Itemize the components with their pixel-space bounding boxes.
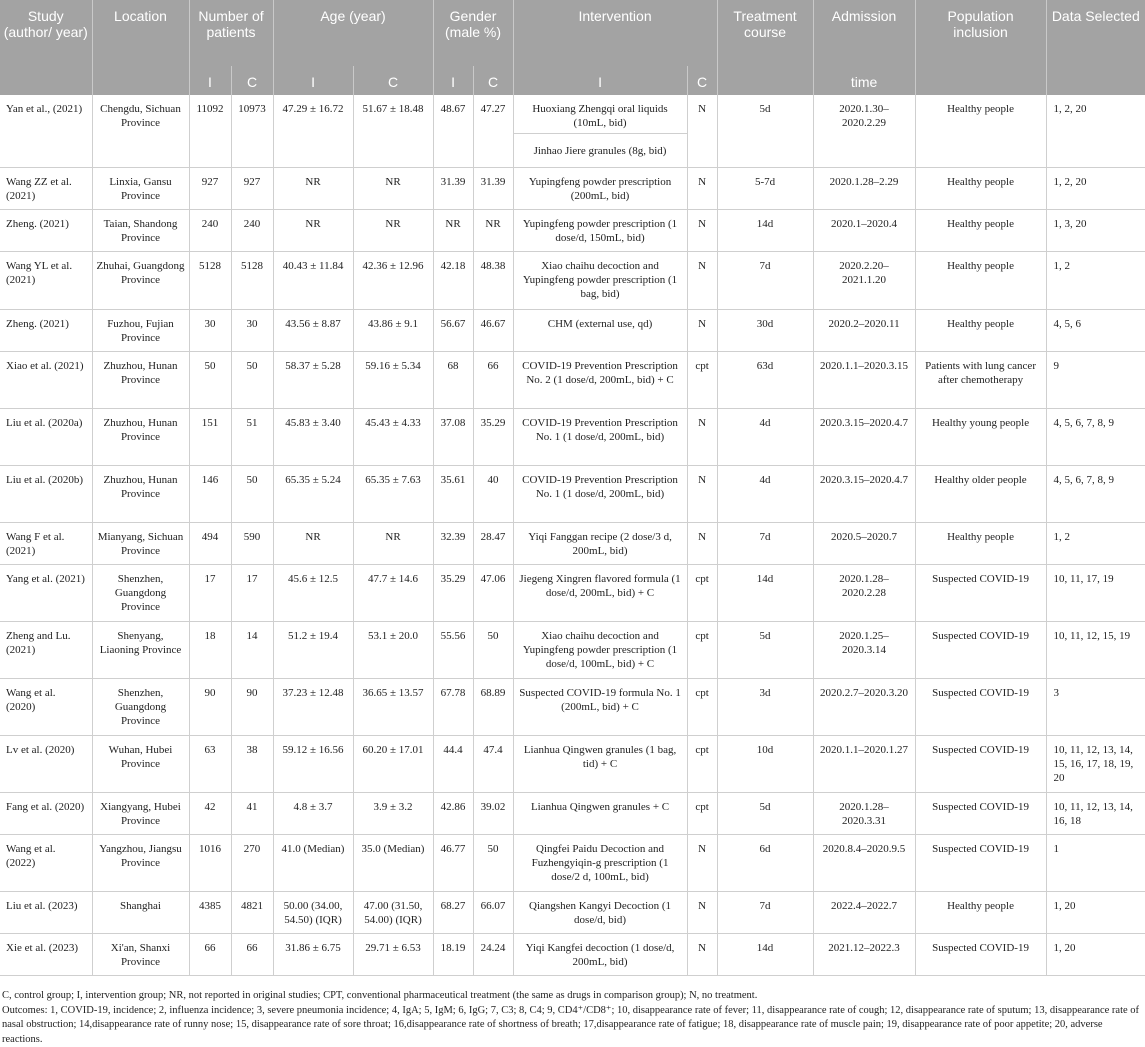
table-row xyxy=(0,465,1145,522)
patients-c-cell: 927 xyxy=(231,167,273,209)
intervention-i-cell: Yupingfeng powder prescription (1 dose/d, 150mL, bid) xyxy=(513,209,687,251)
intervention-c-cell: N xyxy=(687,891,717,933)
intervention-c-cell: cpt xyxy=(687,351,717,408)
location-cell: Shenzhen, Guangdong Province xyxy=(92,678,189,735)
location-cell: Shenyang, Liaoning Province xyxy=(92,621,189,678)
age-c-cell: 29.71 ± 6.53 xyxy=(353,933,433,975)
intervention-c-cell: N xyxy=(687,251,717,309)
gender-i-cell: 55.56 xyxy=(433,621,473,678)
age-c-cell: 47.7 ± 14.6 xyxy=(353,564,433,621)
location-cell: Zhuzhou, Hunan Province xyxy=(92,408,189,465)
header-sub-i: I xyxy=(189,66,231,95)
population-cell: Suspected COVID-19 xyxy=(915,933,1046,975)
header-intervention: Intervention xyxy=(513,0,717,66)
population-cell: Suspected COVID-19 xyxy=(915,678,1046,735)
patients-i-cell: 30 xyxy=(189,309,231,351)
table-footnotes xyxy=(2,989,1142,1047)
treatment-course-cell: 4d xyxy=(717,465,813,522)
age-i-cell: 45.6 ± 12.5 xyxy=(273,564,353,621)
age-c-cell: 47.00 (31.50, 54.00) (IQR) xyxy=(353,891,433,933)
age-i-cell: 43.56 ± 8.87 xyxy=(273,309,353,351)
patients-i-cell: 5128 xyxy=(189,251,231,309)
header-age: Age (year) xyxy=(273,0,433,66)
age-c-cell: 42.36 ± 12.96 xyxy=(353,251,433,309)
patients-c-cell: 240 xyxy=(231,209,273,251)
header-location: Location xyxy=(92,0,189,66)
admission-time-cell: 2020.2.20–2021.1.20 xyxy=(813,251,915,309)
gender-i-cell: NR xyxy=(433,209,473,251)
location-cell: Taian, Shandong Province xyxy=(92,209,189,251)
patients-c-cell: 90 xyxy=(231,678,273,735)
intervention-c-cell: N xyxy=(687,522,717,564)
study-cell: Lv et al. (2020) xyxy=(0,735,92,792)
treatment-course-cell: 5d xyxy=(717,792,813,834)
location-cell: Shenzhen, Guangdong Province xyxy=(92,564,189,621)
table-row xyxy=(0,678,1145,735)
data-selected-cell: 1, 3, 20 xyxy=(1046,209,1145,251)
patients-c-cell: 10973 xyxy=(231,95,273,167)
admission-time-cell: 2020.1.25–2020.3.14 xyxy=(813,621,915,678)
patients-c-cell: 4821 xyxy=(231,891,273,933)
intervention-i-cell: Suspected COVID-19 formula No. 1 (200mL, bid) + C xyxy=(513,678,687,735)
admission-time-cell: 2020.1–2020.4 xyxy=(813,209,915,251)
treatment-course-cell: 3d xyxy=(717,678,813,735)
age-i-cell: 50.00 (34.00, 54.50) (IQR) xyxy=(273,891,353,933)
header-sub-c: C xyxy=(473,66,513,95)
age-c-cell: 59.16 ± 5.34 xyxy=(353,351,433,408)
admission-time-cell: 2020.1.28–2020.3.31 xyxy=(813,792,915,834)
header-gender: Gender (male %) xyxy=(433,0,513,66)
footnote-abbreviations: C, control group; I, intervention group; NR, not reported in original studies; CPT, conventional pharmaceutical treatment (the same as drugs in comparison group); N, no treatment. xyxy=(2,989,1142,1004)
data-selected-cell: 10, 11, 12, 13, 14, 16, 18 xyxy=(1046,792,1145,834)
intervention-c-cell: cpt xyxy=(687,735,717,792)
table-row xyxy=(0,209,1145,251)
population-cell: Suspected COVID-19 xyxy=(915,621,1046,678)
header-sub-c: C xyxy=(687,66,717,95)
gender-c-cell: 48.38 xyxy=(473,251,513,309)
gender-i-cell: 44.4 xyxy=(433,735,473,792)
table-body xyxy=(0,95,1145,975)
patients-c-cell: 14 xyxy=(231,621,273,678)
gender-i-cell: 35.61 xyxy=(433,465,473,522)
population-cell: Patients with lung cancer after chemotherapy xyxy=(915,351,1046,408)
location-cell: Zhuzhou, Hunan Province xyxy=(92,351,189,408)
location-cell: Linxia, Gansu Province xyxy=(92,167,189,209)
data-selected-cell: 10, 11, 12, 13, 14, 15, 16, 17, 18, 19, 20 xyxy=(1046,735,1145,792)
header-course: Treatment course xyxy=(717,0,813,66)
table-row xyxy=(0,251,1145,309)
population-cell: Suspected COVID-19 xyxy=(915,834,1046,891)
data-selected-cell: 1, 2, 20 xyxy=(1046,95,1145,167)
intervention-i-item: Jinhao Jiere granules (8g, bid) xyxy=(514,134,687,162)
patients-c-cell: 50 xyxy=(231,351,273,408)
intervention-c-cell: N xyxy=(687,465,717,522)
location-cell: Chengdu, Sichuan Province xyxy=(92,95,189,167)
gender-i-cell: 68.27 xyxy=(433,891,473,933)
patients-i-cell: 42 xyxy=(189,792,231,834)
gender-c-cell: 31.39 xyxy=(473,167,513,209)
study-cell: Zheng and Lu. (2021) xyxy=(0,621,92,678)
patients-i-cell: 11092 xyxy=(189,95,231,167)
intervention-c-cell: cpt xyxy=(687,564,717,621)
patients-c-cell: 50 xyxy=(231,465,273,522)
patients-i-cell: 494 xyxy=(189,522,231,564)
location-cell: Xiangyang, Hubei Province xyxy=(92,792,189,834)
header-sub-c: C xyxy=(231,66,273,95)
header-empty xyxy=(92,66,189,95)
age-i-cell: 65.35 ± 5.24 xyxy=(273,465,353,522)
header-empty xyxy=(915,66,1046,95)
data-selected-cell: 4, 5, 6, 7, 8, 9 xyxy=(1046,465,1145,522)
location-cell: Shanghai xyxy=(92,891,189,933)
study-cell: Wang YL et al. (2021) xyxy=(0,251,92,309)
age-i-cell: 51.2 ± 19.4 xyxy=(273,621,353,678)
table-row xyxy=(0,735,1145,792)
treatment-course-cell: 30d xyxy=(717,309,813,351)
intervention-i-cell: Xiao chaihu decoction and Yupingfeng powder prescription (1 dose/d, 100mL, bid) + C xyxy=(513,621,687,678)
intervention-i-cell: Yiqi Fanggan recipe (2 dose/3 d, 200mL, bid) xyxy=(513,522,687,564)
patients-c-cell: 38 xyxy=(231,735,273,792)
gender-c-cell: 47.06 xyxy=(473,564,513,621)
data-selected-cell: 1, 2 xyxy=(1046,251,1145,309)
patients-i-cell: 63 xyxy=(189,735,231,792)
table-row xyxy=(0,621,1145,678)
intervention-c-cell: N xyxy=(687,95,717,167)
age-i-cell: 47.29 ± 16.72 xyxy=(273,95,353,167)
treatment-course-cell: 7d xyxy=(717,251,813,309)
gender-c-cell: 24.24 xyxy=(473,933,513,975)
intervention-i-cell xyxy=(513,95,687,167)
admission-time-cell: 2020.3.15–2020.4.7 xyxy=(813,408,915,465)
header-admission: Admission xyxy=(813,0,915,66)
intervention-i-cell: Xiao chaihu decoction and Yupingfeng powder prescription (1 bag, bid) xyxy=(513,251,687,309)
age-i-cell: 4.8 ± 3.7 xyxy=(273,792,353,834)
table-row xyxy=(0,95,1145,167)
location-cell: Wuhan, Hubei Province xyxy=(92,735,189,792)
age-i-cell: 37.23 ± 12.48 xyxy=(273,678,353,735)
treatment-course-cell: 7d xyxy=(717,522,813,564)
patients-c-cell: 51 xyxy=(231,408,273,465)
table-row xyxy=(0,167,1145,209)
patients-i-cell: 50 xyxy=(189,351,231,408)
patients-i-cell: 90 xyxy=(189,678,231,735)
gender-c-cell: 39.02 xyxy=(473,792,513,834)
patients-i-cell: 146 xyxy=(189,465,231,522)
admission-time-cell: 2020.1.1–2020.1.27 xyxy=(813,735,915,792)
gender-c-cell: 47.4 xyxy=(473,735,513,792)
patients-c-cell: 17 xyxy=(231,564,273,621)
admission-time-cell: 2020.2–2020.11 xyxy=(813,309,915,351)
header-sub-i: I xyxy=(513,66,687,95)
intervention-i-cell: COVID-19 Prevention Prescription No. 1 (1 dose/d, 200mL, bid) xyxy=(513,465,687,522)
table-row xyxy=(0,522,1145,564)
gender-i-cell: 42.18 xyxy=(433,251,473,309)
study-cell: Wang ZZ et al. (2021) xyxy=(0,167,92,209)
study-cell: Liu et al. (2020b) xyxy=(0,465,92,522)
admission-time-cell: 2020.5–2020.7 xyxy=(813,522,915,564)
gender-i-cell: 42.86 xyxy=(433,792,473,834)
age-c-cell: NR xyxy=(353,167,433,209)
table-row xyxy=(0,834,1145,891)
data-selected-cell: 9 xyxy=(1046,351,1145,408)
age-i-cell: 41.0 (Median) xyxy=(273,834,353,891)
age-i-cell: NR xyxy=(273,167,353,209)
population-cell: Suspected COVID-19 xyxy=(915,564,1046,621)
data-selected-cell: 1, 20 xyxy=(1046,933,1145,975)
age-c-cell: 60.20 ± 17.01 xyxy=(353,735,433,792)
intervention-c-cell: cpt xyxy=(687,792,717,834)
table-row xyxy=(0,933,1145,975)
patients-i-cell: 4385 xyxy=(189,891,231,933)
intervention-c-cell: N xyxy=(687,834,717,891)
patients-c-cell: 5128 xyxy=(231,251,273,309)
patients-c-cell: 41 xyxy=(231,792,273,834)
treatment-course-cell: 7d xyxy=(717,891,813,933)
treatment-course-cell: 10d xyxy=(717,735,813,792)
patients-c-cell: 66 xyxy=(231,933,273,975)
header-sub-i: I xyxy=(433,66,473,95)
gender-i-cell: 46.77 xyxy=(433,834,473,891)
age-c-cell: 53.1 ± 20.0 xyxy=(353,621,433,678)
study-cell: Zheng. (2021) xyxy=(0,309,92,351)
age-c-cell: 3.9 ± 3.2 xyxy=(353,792,433,834)
gender-c-cell: 66.07 xyxy=(473,891,513,933)
study-cell: Xie et al. (2023) xyxy=(0,933,92,975)
study-cell: Wang et al. (2022) xyxy=(0,834,92,891)
gender-c-cell: 40 xyxy=(473,465,513,522)
age-c-cell: 51.67 ± 18.48 xyxy=(353,95,433,167)
intervention-i-item: Huoxiang Zhengqi oral liquids (10mL, bid) xyxy=(514,95,687,134)
treatment-course-cell: 14d xyxy=(717,209,813,251)
admission-time-cell: 2020.1.30–2020.2.29 xyxy=(813,95,915,167)
study-cell: Wang et al. (2020) xyxy=(0,678,92,735)
intervention-i-cell: Yupingfeng powder prescription (200mL, bid) xyxy=(513,167,687,209)
age-c-cell: 43.86 ± 9.1 xyxy=(353,309,433,351)
admission-time-cell: 2020.8.4–2020.9.5 xyxy=(813,834,915,891)
data-selected-cell: 4, 5, 6 xyxy=(1046,309,1145,351)
patients-i-cell: 17 xyxy=(189,564,231,621)
population-cell: Healthy people xyxy=(915,309,1046,351)
gender-c-cell: 46.67 xyxy=(473,309,513,351)
header-empty xyxy=(0,66,92,95)
treatment-course-cell: 4d xyxy=(717,408,813,465)
study-cell: Xiao et al. (2021) xyxy=(0,351,92,408)
gender-i-cell: 18.19 xyxy=(433,933,473,975)
treatment-course-cell: 63d xyxy=(717,351,813,408)
data-selected-cell: 1, 2 xyxy=(1046,522,1145,564)
gender-i-cell: 67.78 xyxy=(433,678,473,735)
gender-i-cell: 32.39 xyxy=(433,522,473,564)
gender-i-cell: 35.29 xyxy=(433,564,473,621)
age-i-cell: 31.86 ± 6.75 xyxy=(273,933,353,975)
admission-time-cell: 2020.1.28–2.29 xyxy=(813,167,915,209)
data-selected-cell: 1 xyxy=(1046,834,1145,891)
header-empty xyxy=(1046,66,1145,95)
population-cell: Healthy people xyxy=(915,251,1046,309)
admission-time-cell: 2020.1.1–2020.3.15 xyxy=(813,351,915,408)
age-i-cell: 40.43 ± 11.84 xyxy=(273,251,353,309)
admission-time-cell: 2021.12–2022.3 xyxy=(813,933,915,975)
data-selected-cell: 10, 11, 12, 15, 19 xyxy=(1046,621,1145,678)
intervention-i-cell: Qiangshen Kangyi Decoction (1 dose/d, bid) xyxy=(513,891,687,933)
gender-i-cell: 37.08 xyxy=(433,408,473,465)
table-row xyxy=(0,564,1145,621)
treatment-course-cell: 5d xyxy=(717,621,813,678)
data-selected-cell: 1, 20 xyxy=(1046,891,1145,933)
intervention-c-cell: N xyxy=(687,933,717,975)
header-admission-time: time xyxy=(813,66,915,95)
study-cell: Yang et al. (2021) xyxy=(0,564,92,621)
treatment-course-cell: 5-7d xyxy=(717,167,813,209)
intervention-c-cell: N xyxy=(687,408,717,465)
table-row xyxy=(0,408,1145,465)
age-c-cell: 45.43 ± 4.33 xyxy=(353,408,433,465)
location-cell: Yangzhou, Jiangsu Province xyxy=(92,834,189,891)
footnote-outcomes: Outcomes: 1, COVID-19, incidence; 2, influenza incidence; 3, severe pneumonia incidence; 4, IgA; 5, IgM; 6, IgG; 7, C3; 8, C4; 9, CD4⁺/CD8⁺; 10, disappearance rate of fever; 11, disappearance rate of cough; 12, disappearance rate of sputum; 13, disappearance rate of nasal obstruction; 14,disappearance rate of runny nose; 15, disappearance rate of sore throat; 16,disappearance rate of shortness of breath; 17,disappearance rate of fatigue; 18, disappearance rate of muscle pain; 19, disappearance rate of poor appetite; 20, adverse reactions. xyxy=(2,1004,1142,1047)
header-patients: Number of patients xyxy=(189,0,273,66)
age-i-cell: NR xyxy=(273,209,353,251)
intervention-i-cell: Jiegeng Xingren flavored formula (1 dose/d, 200mL, bid) + C xyxy=(513,564,687,621)
population-cell: Healthy people xyxy=(915,891,1046,933)
age-i-cell: 45.83 ± 3.40 xyxy=(273,408,353,465)
gender-c-cell: 50 xyxy=(473,621,513,678)
patients-c-cell: 590 xyxy=(231,522,273,564)
study-cell: Yan et al., (2021) xyxy=(0,95,92,167)
age-c-cell: 65.35 ± 7.63 xyxy=(353,465,433,522)
admission-time-cell: 2020.2.7–2020.3.20 xyxy=(813,678,915,735)
gender-i-cell: 56.67 xyxy=(433,309,473,351)
treatment-course-cell: 6d xyxy=(717,834,813,891)
header-study: Study (author/ year) xyxy=(0,0,92,66)
location-cell: Zhuhai, Guangdong Province xyxy=(92,251,189,309)
intervention-i-cell: Lianhua Qingwen granules (1 bag, tid) + C xyxy=(513,735,687,792)
gender-c-cell: 50 xyxy=(473,834,513,891)
table-row xyxy=(0,891,1145,933)
intervention-i-cell: CHM (external use, qd) xyxy=(513,309,687,351)
gender-i-cell: 31.39 xyxy=(433,167,473,209)
location-cell: Xi'an, Shanxi Province xyxy=(92,933,189,975)
table-row xyxy=(0,309,1145,351)
data-selected-cell: 3 xyxy=(1046,678,1145,735)
data-selected-cell: 10, 11, 17, 19 xyxy=(1046,564,1145,621)
data-selected-cell: 4, 5, 6, 7, 8, 9 xyxy=(1046,408,1145,465)
treatment-course-cell: 14d xyxy=(717,564,813,621)
age-c-cell: 36.65 ± 13.57 xyxy=(353,678,433,735)
population-cell: Healthy people xyxy=(915,209,1046,251)
patients-i-cell: 1016 xyxy=(189,834,231,891)
location-cell: Zhuzhou, Hunan Province xyxy=(92,465,189,522)
treatment-course-cell: 14d xyxy=(717,933,813,975)
intervention-c-cell: N xyxy=(687,209,717,251)
population-cell: Healthy people xyxy=(915,522,1046,564)
intervention-i-cell: Lianhua Qingwen granules + C xyxy=(513,792,687,834)
gender-c-cell: 35.29 xyxy=(473,408,513,465)
population-cell: Healthy young people xyxy=(915,408,1046,465)
patients-i-cell: 151 xyxy=(189,408,231,465)
patients-i-cell: 927 xyxy=(189,167,231,209)
header-sub-c: C xyxy=(353,66,433,95)
intervention-i-cell: COVID-19 Prevention Prescription No. 2 (1 dose/d, 200mL, bid) + C xyxy=(513,351,687,408)
study-cell: Zheng. (2021) xyxy=(0,209,92,251)
study-cell: Liu et al. (2023) xyxy=(0,891,92,933)
intervention-c-cell: N xyxy=(687,309,717,351)
population-cell: Healthy people xyxy=(915,167,1046,209)
study-cell: Fang et al. (2020) xyxy=(0,792,92,834)
intervention-i-cell: Qingfei Paidu Decoction and Fuzhengyiqin-g prescription (1 dose/2 d, 100mL, bid) xyxy=(513,834,687,891)
treatment-course-cell: 5d xyxy=(717,95,813,167)
table-row xyxy=(0,792,1145,834)
location-cell: Fuzhou, Fujian Province xyxy=(92,309,189,351)
intervention-c-cell: cpt xyxy=(687,678,717,735)
study-cell: Liu et al. (2020a) xyxy=(0,408,92,465)
age-i-cell: NR xyxy=(273,522,353,564)
population-cell: Suspected COVID-19 xyxy=(915,792,1046,834)
gender-c-cell: 68.89 xyxy=(473,678,513,735)
age-c-cell: 35.0 (Median) xyxy=(353,834,433,891)
patients-i-cell: 66 xyxy=(189,933,231,975)
age-c-cell: NR xyxy=(353,522,433,564)
study-cell: Wang F et al. (2021) xyxy=(0,522,92,564)
gender-i-cell: 48.67 xyxy=(433,95,473,167)
header-data-selected: Data Selected xyxy=(1046,0,1145,66)
population-cell: Healthy people xyxy=(915,95,1046,167)
gender-c-cell: 28.47 xyxy=(473,522,513,564)
patients-c-cell: 30 xyxy=(231,309,273,351)
admission-time-cell: 2022.4–2022.7 xyxy=(813,891,915,933)
intervention-i-cell: Yiqi Kangfei decoction (1 dose/d, 200mL, bid) xyxy=(513,933,687,975)
population-cell: Healthy older people xyxy=(915,465,1046,522)
data-selected-cell: 1, 2, 20 xyxy=(1046,167,1145,209)
admission-time-cell: 2020.3.15–2020.4.7 xyxy=(813,465,915,522)
intervention-i-cell: COVID-19 Prevention Prescription No. 1 (1 dose/d, 200mL, bid) xyxy=(513,408,687,465)
location-cell: Mianyang, Sichuan Province xyxy=(92,522,189,564)
header-sub-i: I xyxy=(273,66,353,95)
intervention-c-cell: cpt xyxy=(687,621,717,678)
intervention-c-cell: N xyxy=(687,167,717,209)
patients-i-cell: 18 xyxy=(189,621,231,678)
gender-c-cell: NR xyxy=(473,209,513,251)
header-empty xyxy=(717,66,813,95)
patients-c-cell: 270 xyxy=(231,834,273,891)
table-header xyxy=(0,0,1145,95)
header-population: Population inclusion xyxy=(915,0,1046,66)
age-i-cell: 58.37 ± 5.28 xyxy=(273,351,353,408)
gender-c-cell: 66 xyxy=(473,351,513,408)
population-cell: Suspected COVID-19 xyxy=(915,735,1046,792)
age-i-cell: 59.12 ± 16.56 xyxy=(273,735,353,792)
age-c-cell: NR xyxy=(353,209,433,251)
gender-c-cell: 47.27 xyxy=(473,95,513,167)
patients-i-cell: 240 xyxy=(189,209,231,251)
admission-time-cell: 2020.1.28–2020.2.28 xyxy=(813,564,915,621)
table-row xyxy=(0,351,1145,408)
gender-i-cell: 68 xyxy=(433,351,473,408)
